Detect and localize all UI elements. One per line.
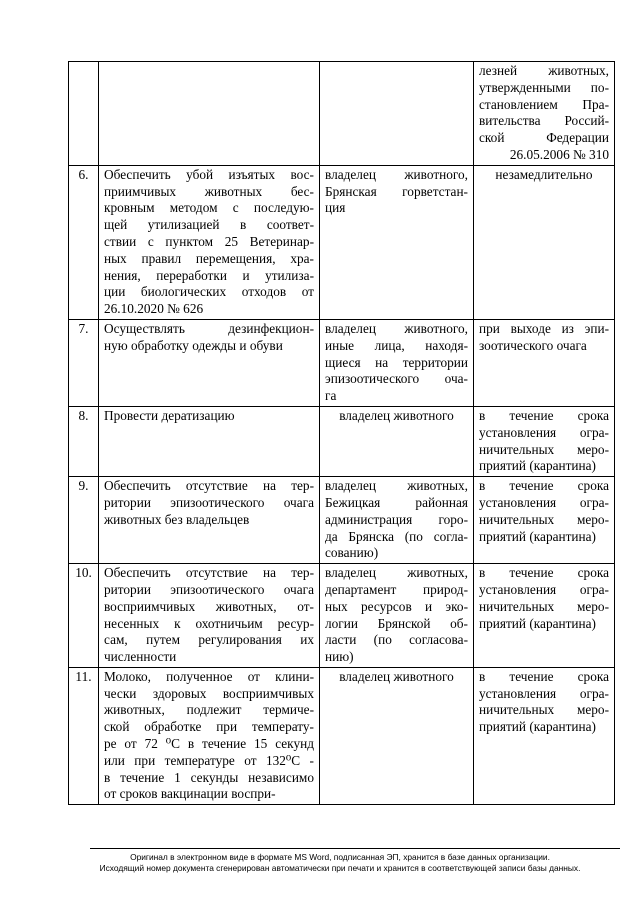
measure-cell-line: в течение 1 секунды независимо bbox=[104, 769, 314, 785]
footer-divider bbox=[90, 848, 620, 849]
deadline-cell-line: в течение срока bbox=[479, 407, 609, 423]
responsible-cell-line: владелец животных, bbox=[325, 478, 468, 494]
responsible-cell-line: Брянская горветстан- bbox=[325, 183, 468, 199]
measure-cell-line: от сроков вакцинации воспри- bbox=[104, 786, 276, 802]
responsible-cell-line: логии Брянской об- bbox=[325, 615, 468, 631]
measure-cell-line: сам, путем регулирования их bbox=[104, 632, 314, 648]
deadline-cell-line: приятий (карантина) bbox=[479, 528, 596, 544]
measure-cell-line: приимчивых животных бес- bbox=[104, 183, 314, 199]
measure-cell-line: ской обработке при температу- bbox=[104, 719, 314, 735]
measure-cell-line: Осуществлять дезинфекцион- bbox=[104, 320, 314, 336]
row-number: 6. bbox=[69, 165, 99, 319]
measure-cell-line: ных правил перемещения, хра- bbox=[104, 250, 314, 266]
measure-cell bbox=[99, 564, 320, 668]
table-row bbox=[69, 667, 615, 804]
deadline-cell bbox=[474, 667, 615, 804]
deadline-cell bbox=[474, 62, 615, 166]
measure-cell-line: 26.10.2020 № 626 bbox=[104, 301, 204, 317]
measure-cell-line: Молоко, полученное от клини- bbox=[104, 668, 314, 684]
row-number: 11. bbox=[69, 667, 99, 804]
responsible-cell-line: владелец животного, bbox=[325, 320, 468, 336]
measure-cell-line: кровным методом с последую- bbox=[104, 200, 314, 216]
responsible-cell-line: администрация горо- bbox=[325, 511, 468, 527]
deadline-cell-line: ской Федерации bbox=[479, 130, 609, 146]
measure-cell-line: ную обработку одежды и обуви bbox=[104, 337, 283, 353]
measure-cell-line: Провести дератизацию bbox=[104, 407, 235, 423]
responsible-cell-line: сованию) bbox=[325, 545, 379, 561]
deadline-cell-line: ничительных меро- bbox=[479, 441, 609, 457]
measure-cell-line: Обеспечить отсутствие на тер- bbox=[104, 478, 314, 494]
responsible-cell-line: владелец животного, bbox=[325, 166, 468, 182]
measure-cell bbox=[99, 62, 320, 166]
deadline-cell-line: ничительных меро- bbox=[479, 702, 609, 718]
deadline-cell bbox=[474, 319, 615, 406]
row-number bbox=[69, 62, 99, 166]
responsible-cell-line: да Брянска (по согла- bbox=[325, 528, 468, 544]
measure-cell bbox=[99, 319, 320, 406]
responsible-cell-line: ных ресурсов и эко- bbox=[325, 598, 468, 614]
measure-cell-line: Обеспечить убой изъятых вос- bbox=[104, 166, 314, 182]
deadline-cell-line: ничительных меро- bbox=[479, 511, 609, 527]
responsible-cell bbox=[320, 406, 474, 476]
responsible-cell bbox=[320, 319, 474, 406]
responsible-cell-line: нию) bbox=[325, 649, 354, 665]
measure-cell-line: ритории эпизоотического очага bbox=[104, 494, 314, 510]
measure-cell-line: восприимчивых животных, от- bbox=[104, 598, 314, 614]
table-row bbox=[69, 62, 615, 166]
deadline-cell-line: ничительных меро- bbox=[479, 598, 609, 614]
row-number: 10. bbox=[69, 564, 99, 668]
table-row bbox=[69, 564, 615, 668]
measures-table bbox=[68, 61, 615, 805]
deadline-cell-line: приятий (карантина) bbox=[479, 615, 596, 631]
deadline-cell-line: в течение срока bbox=[479, 565, 609, 581]
responsible-cell bbox=[320, 564, 474, 668]
footer-line-1: Оригинал в электронном виде в формате MS Word, подписанная ЭП, хранится в базе данных организации. bbox=[130, 852, 550, 862]
deadline-cell-line: установления огра- bbox=[479, 424, 609, 440]
measure-cell-line: животных, подлежит термиче- bbox=[104, 702, 314, 718]
measure-cell-line: нения, переработки и утилиза- bbox=[104, 267, 314, 283]
deadline-cell-line: вительства Россий- bbox=[479, 113, 609, 129]
responsible-cell-line: департамент природ- bbox=[325, 581, 468, 597]
measure-cell bbox=[99, 477, 320, 564]
deadline-cell bbox=[474, 406, 615, 476]
responsible-cell-line: Бежицкая районная bbox=[325, 494, 468, 510]
measure-cell-line: ствии с пунктом 25 Ветеринар- bbox=[104, 233, 314, 249]
measure-cell-line: ритории эпизоотического очага bbox=[104, 581, 314, 597]
measure-cell-line: щей утилизацией в соответ- bbox=[104, 217, 314, 233]
responsible-cell-line: га bbox=[325, 388, 337, 404]
responsible-cell-line: владелец животных, bbox=[325, 565, 468, 581]
deadline-cell-line: установления огра- bbox=[479, 685, 609, 701]
deadline-cell bbox=[474, 165, 615, 319]
deadline-cell-line: в течение срока bbox=[479, 668, 609, 684]
responsible-cell-line: щиеся на территории bbox=[325, 354, 468, 370]
deadline-cell-line: установления огра- bbox=[479, 494, 609, 510]
table-row bbox=[69, 165, 615, 319]
responsible-cell-line: владелец животного bbox=[339, 668, 454, 684]
measure-cell bbox=[99, 406, 320, 476]
deadline-cell-line: в течение срока bbox=[479, 478, 609, 494]
responsible-cell bbox=[320, 165, 474, 319]
row-number: 7. bbox=[69, 319, 99, 406]
responsible-cell-line: владелец животного bbox=[339, 407, 454, 423]
deadline-cell-line: приятий (карантина) bbox=[479, 458, 596, 474]
deadline-cell bbox=[474, 564, 615, 668]
table-row bbox=[69, 477, 615, 564]
deadline-cell-line: лезней животных, bbox=[479, 63, 609, 78]
table-row bbox=[69, 319, 615, 406]
responsible-cell bbox=[320, 667, 474, 804]
measure-cell bbox=[99, 667, 320, 804]
measure-cell-line: численности bbox=[104, 649, 177, 665]
measure-cell-line: несенных к охотничьим ресур- bbox=[104, 615, 314, 631]
deadline-cell-line: становлением Пра- bbox=[479, 96, 609, 112]
measure-cell bbox=[99, 165, 320, 319]
footer-line-2: Исходящий номер документа сгенерирован автоматически при печати и хранится в соответствующей записи базы данных. bbox=[99, 863, 581, 873]
responsible-cell-line: ласти (по согласова- bbox=[325, 632, 468, 648]
deadline-cell-line: при выходе из эпи- bbox=[479, 320, 609, 336]
deadline-cell-line: зоотического очага bbox=[479, 337, 587, 353]
measure-cell-line: ции биологических отходов от bbox=[104, 284, 314, 300]
deadline-cell bbox=[474, 477, 615, 564]
row-number: 9. bbox=[69, 477, 99, 564]
table-row bbox=[69, 406, 615, 476]
responsible-cell-line: иные лица, находя- bbox=[325, 337, 468, 353]
deadline-cell-line: утвержденными по- bbox=[479, 79, 609, 95]
responsible-cell bbox=[320, 477, 474, 564]
measure-cell-line: ре от 72 ⁰С в течение 15 секунд bbox=[104, 736, 314, 752]
footer bbox=[60, 852, 620, 874]
deadline-cell-line: установления огра- bbox=[479, 581, 609, 597]
responsible-cell-line: ция bbox=[325, 200, 346, 216]
measure-cell-line: чески здоровых восприимчивых bbox=[104, 685, 314, 701]
row-number: 8. bbox=[69, 406, 99, 476]
measure-cell-line: или при температуре от 132⁰С - bbox=[104, 752, 314, 768]
measure-cell-line: Обеспечить отсутствие на тер- bbox=[104, 565, 314, 581]
responsible-cell bbox=[320, 62, 474, 166]
deadline-cell-line: незамедлительно bbox=[495, 166, 593, 182]
measure-cell-line: животных без владельцев bbox=[104, 511, 250, 527]
deadline-cell-line: 26.05.2006 № 310 bbox=[509, 146, 609, 162]
deadline-cell-line: приятий (карантина) bbox=[479, 719, 596, 735]
responsible-cell-line: эпизоотического оча- bbox=[325, 371, 468, 387]
